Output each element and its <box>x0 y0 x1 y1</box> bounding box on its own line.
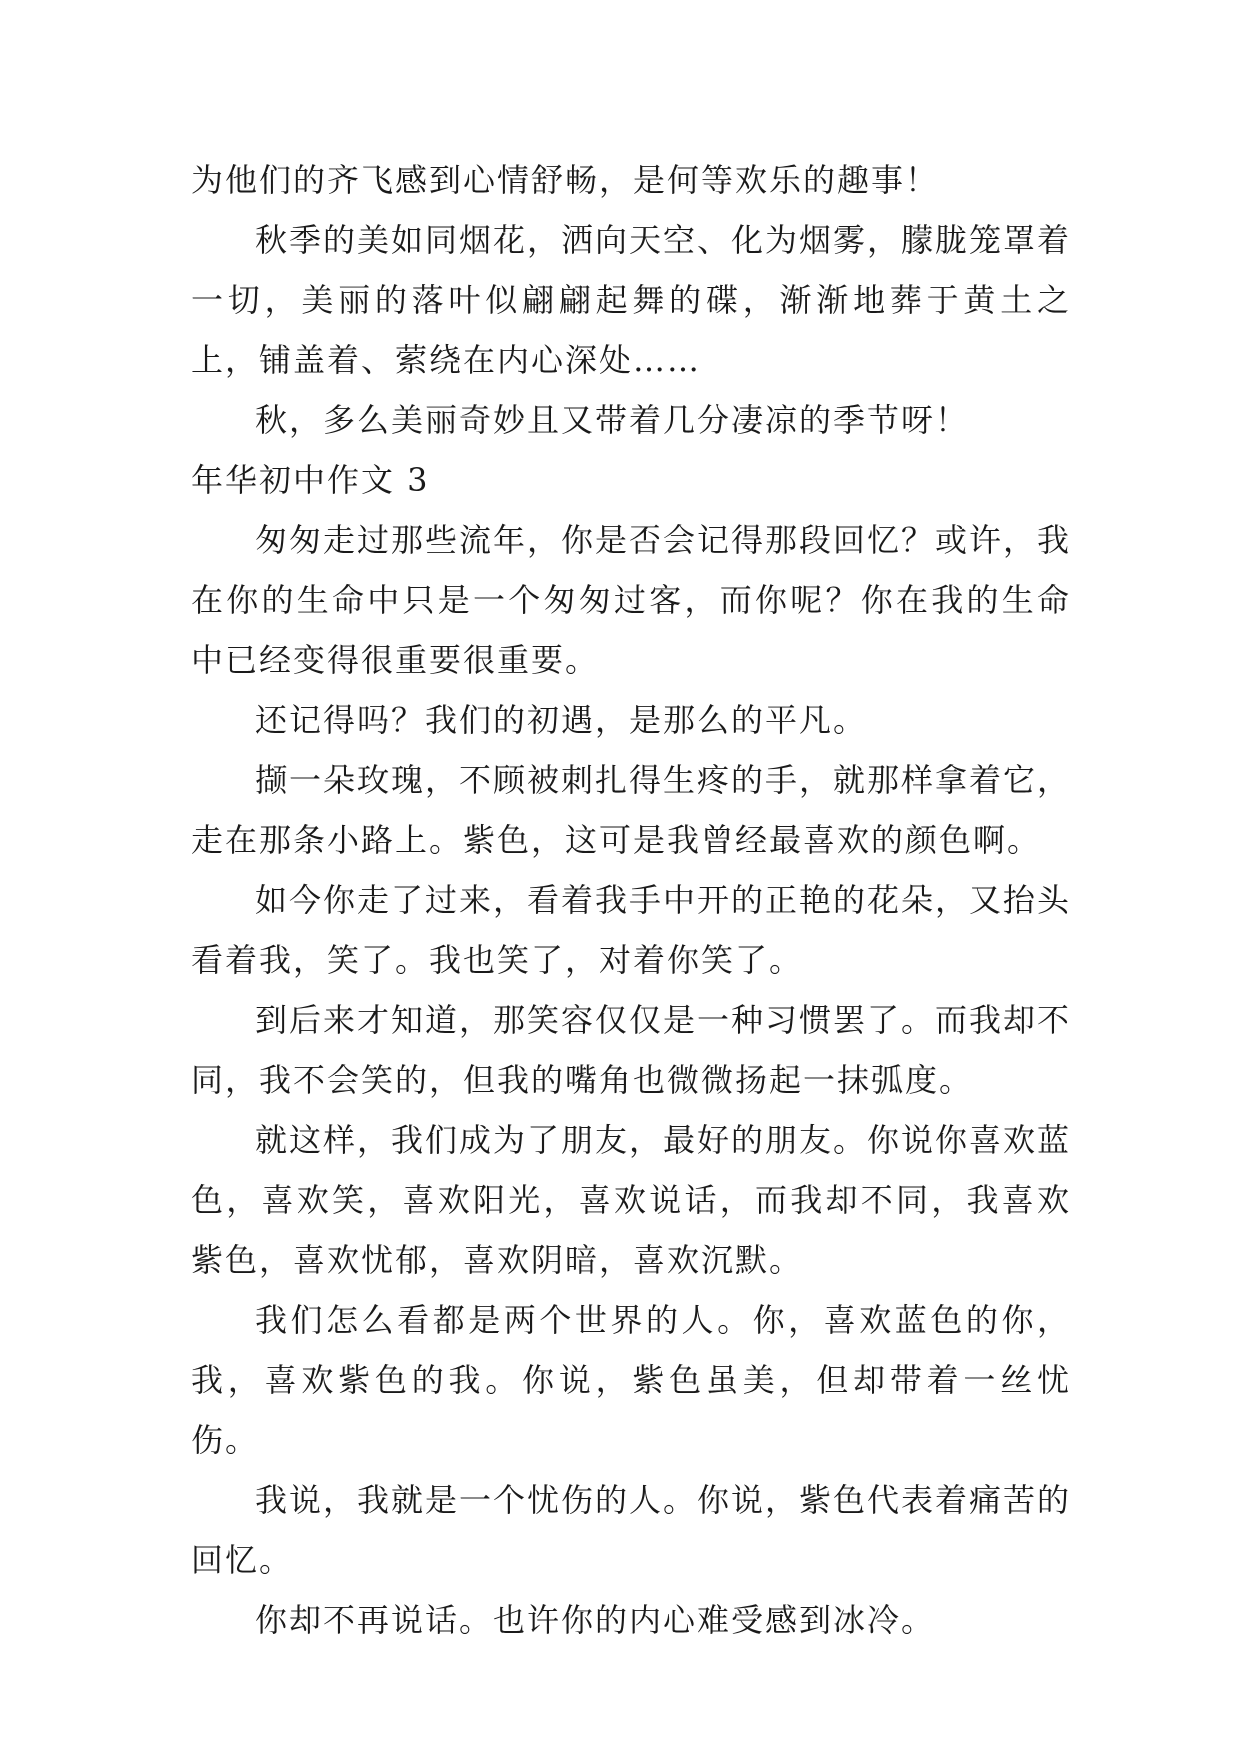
paragraph: 秋，多么美丽奇妙且又带着几分凄凉的季节呀！ <box>255 401 970 439</box>
paragraph: 我说，我就是一个忧伤的人。你说，紫色代表着痛苦的回忆。 <box>191 1481 1072 1579</box>
paragraph: 撷一朵玫瑰，不顾被刺扎得生疼的手，就那样拿着它，走在那条小路上。紫色，这可是我曾经最喜欢的颜色啊。 <box>191 761 1072 859</box>
paragraph: 如今你走了过来，看着我手中开的正艳的花朵，又抬头看着我，笑了。我也笑了，对着你笑了。 <box>191 881 1072 979</box>
paragraph: 还记得吗？我们的初遇，是那么的平凡。 <box>255 701 868 739</box>
paragraph: 我们怎么看都是两个世界的人。你，喜欢蓝色的你，我，喜欢紫色的我。你说，紫色虽美，但却带着一丝忧伤。 <box>191 1301 1071 1459</box>
paragraph: 匆匆走过那些流年，你是否会记得那段回忆？或许，我在你的生命中只是一个匆匆过客，而你呢？你在我的生命中已经变得很重要很重要。 <box>191 521 1072 679</box>
document-body <box>191 150 1071 1650</box>
paragraph: 到后来才知道，那笑容仅仅是一种习惯罢了。而我却不同，我不会笑的，但我的嘴角也微微扬起一抹弧度。 <box>191 1001 1072 1099</box>
paragraph: 你却不再说话。也许你的内心难受感到冰冷。 <box>255 1601 936 1639</box>
continuation-paragraph: 为他们的齐飞感到心情舒畅，是何等欢乐的趣事！ <box>191 161 940 199</box>
paragraph: 秋季的美如同烟花，洒向天空、化为烟雾，朦胧笼罩着一切，美丽的落叶似翩翩起舞的碟，渐渐地葬于黄土之上，铺盖着、萦绕在内心深处…… <box>191 221 1072 379</box>
section-heading: 年华初中作文 3 <box>191 461 430 499</box>
paragraph: 就这样，我们成为了朋友，最好的朋友。你说你喜欢蓝色，喜欢笑，喜欢阳光，喜欢说话，而我却不同，我喜欢紫色，喜欢忧郁，喜欢阴暗，喜欢沉默。 <box>191 1121 1072 1279</box>
